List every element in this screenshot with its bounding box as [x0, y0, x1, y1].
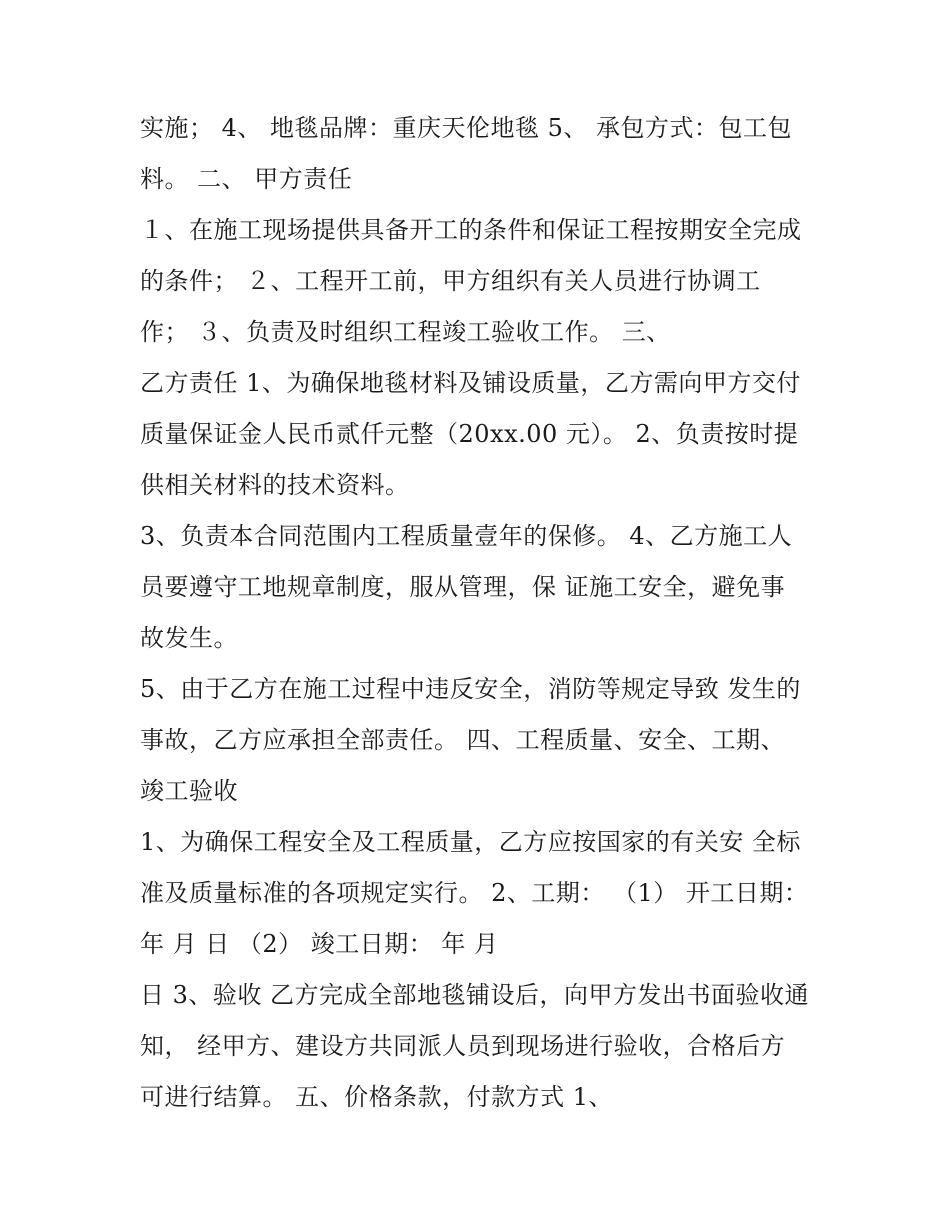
text-line: 的条件； ２、工程开工前，甲方组织有关人员进行协调工	[140, 267, 761, 295]
text-line: 供相关材料的技术资料。	[140, 471, 410, 499]
text-line: 乙方责任 1、为确保地毯材料及铺设质量，乙方需向甲方交付	[140, 369, 801, 397]
text-line: 准及质量标准的各项规定实行。 2、工期： （1） 开工日期：	[140, 879, 809, 907]
text-line: 1、为确保工程安全及工程质量，乙方应按国家的有关安 全标	[140, 828, 801, 856]
text-line: 5、由于乙方在施工过程中违反安全，消防等规定导致 发生的	[140, 675, 801, 703]
text-line: 故发生。	[140, 624, 238, 652]
text-line: 作； ３、负责及时组织工程竣工验收工作。 三、	[140, 318, 671, 346]
text-line: 员要遵守工地规章制度，服从管理，保 证施工安全，避免事	[140, 573, 786, 601]
text-line: 可进行结算。 五、价格条款，付款方式 1、	[140, 1083, 614, 1111]
text-line: 竣工验收	[140, 777, 238, 805]
text-line: 年 月 日 （2） 竣工日期： 年 月	[140, 930, 499, 958]
text-line: 日 3、验收 乙方完成全部地毯铺设后，向甲方发出书面验收通	[140, 981, 810, 1009]
text-line: １、在施工现场提供具备开工的条件和保证工程按期安全完成	[140, 216, 802, 244]
text-line: 事故，乙方应承担全部责任。 四、工程质量、安全、工期、	[140, 726, 786, 754]
text-line: 料。 二、 甲方责任	[140, 165, 353, 193]
text-line: 质量保证金人民币贰仟元整（20xx.00 元）。 2、负责按时提	[140, 420, 799, 448]
text-line: 知， 经甲方、建设方共同派人员到现场进行验收，合格后方	[140, 1032, 786, 1060]
text-line: 实施； 4、 地毯品牌：重庆天伦地毯 5、 承包方式：包工包	[140, 114, 793, 142]
text-line: 3、负责本合同范围内工程质量壹年的保修。 4、乙方施工人	[140, 522, 793, 550]
